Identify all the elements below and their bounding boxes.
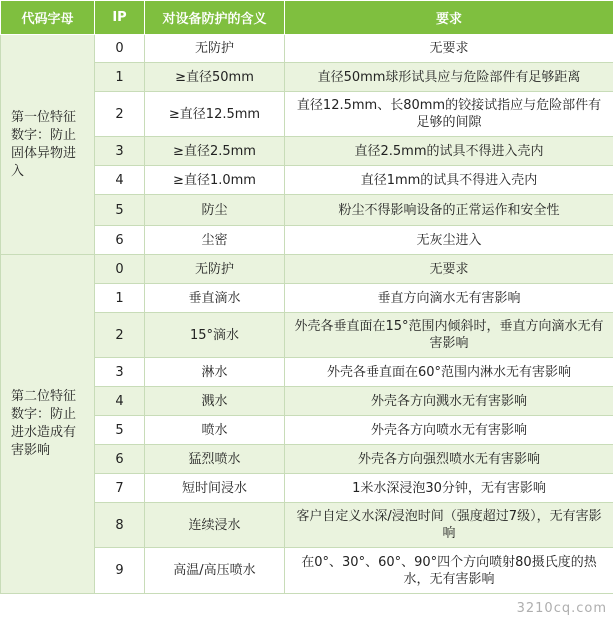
ip-value: 0 xyxy=(95,255,145,284)
ip-value: 8 xyxy=(95,503,145,548)
meaning-cell: 喷水 xyxy=(145,416,285,445)
ip-value: 3 xyxy=(95,137,145,166)
table-row xyxy=(1,35,613,63)
meaning-cell: 溅水 xyxy=(145,387,285,416)
ip-value: 5 xyxy=(95,416,145,445)
meaning-cell: 垂直滴水 xyxy=(145,284,285,313)
meaning-cell: ≥直径12.5mm xyxy=(145,92,285,137)
ip-value: 0 xyxy=(95,35,145,63)
ip-value: 1 xyxy=(95,284,145,313)
requirement-cell: 外壳各方向强烈喷水无有害影响 xyxy=(285,445,613,474)
meaning-cell: ≥直径50mm xyxy=(145,63,285,92)
meaning-cell: 淋水 xyxy=(145,358,285,387)
requirement-cell: 直径2.5mm的试具不得进入壳内 xyxy=(285,137,613,166)
meaning-cell: 猛烈喷水 xyxy=(145,445,285,474)
requirement-cell: 外壳各方向喷水无有害影响 xyxy=(285,416,613,445)
watermark-text: 3210cq.com xyxy=(516,601,607,616)
ip-value: 3 xyxy=(95,358,145,387)
header-requirement: 要求 xyxy=(285,1,613,35)
requirement-cell: 粉尘不得影响设备的正常运作和安全性 xyxy=(285,195,613,226)
ip-value: 2 xyxy=(95,92,145,137)
requirement-cell: 客户自定义水深/浸泡时间（强度超过7级），无有害影响 xyxy=(285,503,613,548)
header-ip: IP xyxy=(95,1,145,35)
meaning-cell: 15°滴水 xyxy=(145,313,285,358)
meaning-cell: 无防护 xyxy=(145,255,285,284)
requirement-cell: 直径1mm的试具不得进入壳内 xyxy=(285,166,613,195)
requirement-cell: 无灰尘进入 xyxy=(285,226,613,255)
meaning-cell: ≥直径2.5mm xyxy=(145,137,285,166)
ip-value: 4 xyxy=(95,166,145,195)
meaning-cell: 防尘 xyxy=(145,195,285,226)
requirement-cell: 1米水深浸泡30分钟，无有害影响 xyxy=(285,474,613,503)
meaning-cell: 尘密 xyxy=(145,226,285,255)
header-meaning: 对设备防护的含义 xyxy=(145,1,285,35)
meaning-cell: 短时间浸水 xyxy=(145,474,285,503)
requirement-cell: 直径50mm球形试具应与危险部件有足够距离 xyxy=(285,63,613,92)
requirement-cell: 外壳各方向溅水无有害影响 xyxy=(285,387,613,416)
ip-value: 7 xyxy=(95,474,145,503)
requirement-cell: 无要求 xyxy=(285,255,613,284)
ip-value: 6 xyxy=(95,226,145,255)
requirement-cell: 外壳各垂直面在15°范围内倾斜时，垂直方向滴水无有害影响 xyxy=(285,313,613,358)
group-label-solids: 第一位特征数字：防止固体异物进入 xyxy=(1,35,95,255)
table-row xyxy=(1,255,613,284)
ip-value: 5 xyxy=(95,195,145,226)
requirement-cell: 垂直方向滴水无有害影响 xyxy=(285,284,613,313)
requirement-cell: 外壳各垂直面在60°范围内淋水无有害影响 xyxy=(285,358,613,387)
requirement-cell: 在0°、30°、60°、90°四个方向喷射80摄氏度的热水，无有害影响 xyxy=(285,548,613,594)
meaning-cell: 无防护 xyxy=(145,35,285,63)
meaning-cell: 高温/高压喷水 xyxy=(145,548,285,594)
ip-value: 2 xyxy=(95,313,145,358)
requirement-cell: 无要求 xyxy=(285,35,613,63)
ip-value: 9 xyxy=(95,548,145,594)
meaning-cell: 连续浸水 xyxy=(145,503,285,548)
requirement-cell: 直径12.5mm、长80mm的铰接试指应与危险部件有足够的间隙 xyxy=(285,92,613,137)
ip-value: 6 xyxy=(95,445,145,474)
ip-value: 1 xyxy=(95,63,145,92)
group-label-water: 第二位特征数字：防止进水造成有害影响 xyxy=(1,255,95,594)
header-code-letter: 代码字母 xyxy=(1,1,95,35)
header-row xyxy=(1,1,613,35)
ip-value: 4 xyxy=(95,387,145,416)
meaning-cell: ≥直径1.0mm xyxy=(145,166,285,195)
